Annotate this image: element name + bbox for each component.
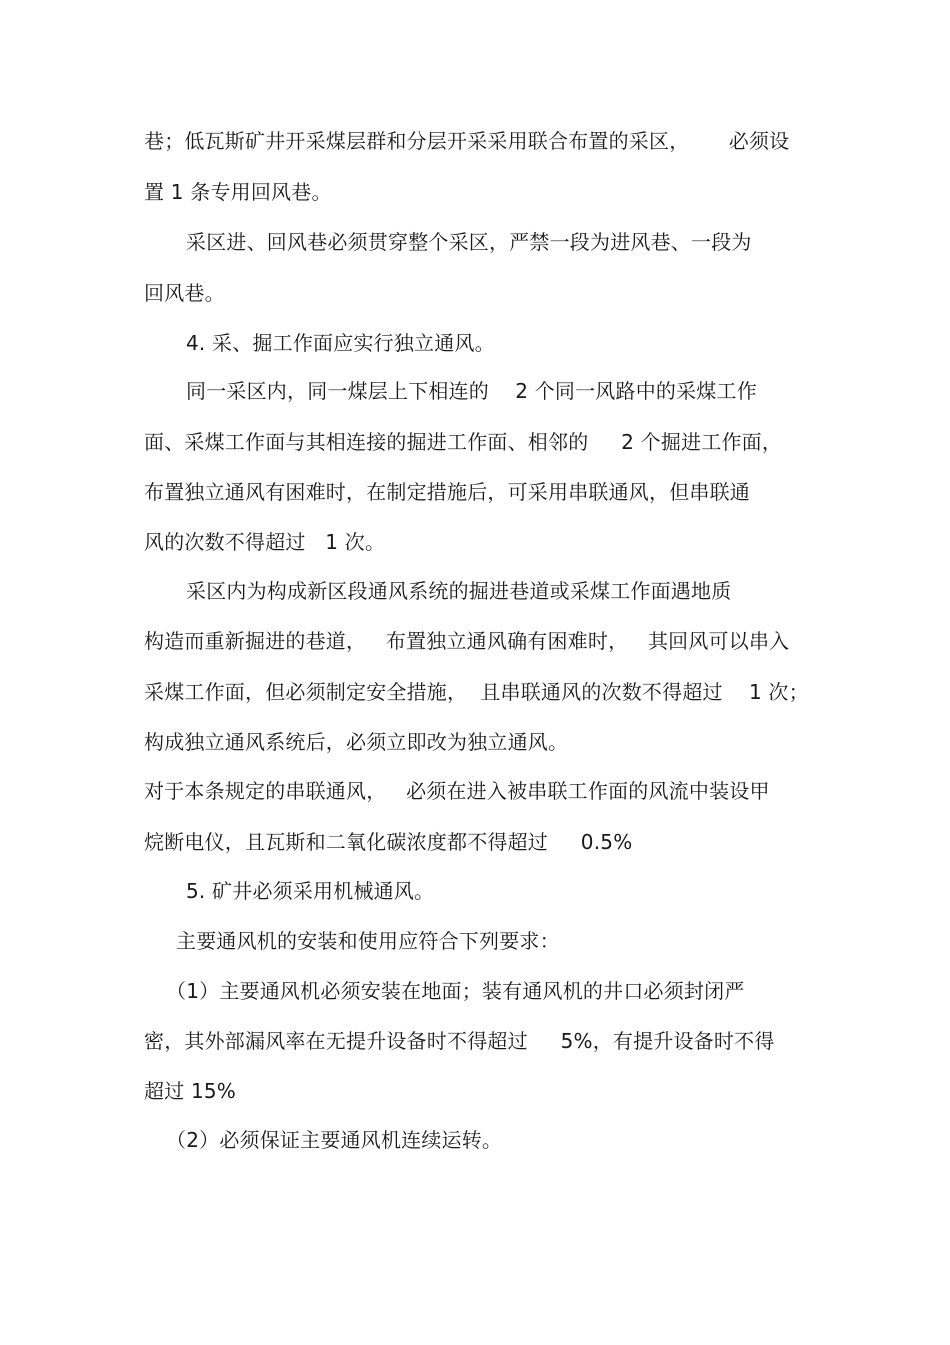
section-heading: 5. 矿井必须采用机械通风。 xyxy=(186,879,435,903)
text-line: 采煤工作面，但必须制定安全措施， 且串联通风的次数不得超过 1 次； xyxy=(144,680,809,704)
text-line: 巷；低瓦斯矿井开采煤层群和分层开采采用联合布置的采区， 必须设 xyxy=(144,129,790,153)
text-line: 风的次数不得超过 1 次。 xyxy=(144,530,386,554)
text-line: 构成独立通风系统后，必须立即改为独立通风。 xyxy=(144,730,569,754)
text-line: 同一采区内，同一煤层上下相连的 2 个同一风路中的采煤工作 xyxy=(186,379,757,403)
list-item: （1）主要通风机必须安装在地面；装有通风机的井口必须封闭严 xyxy=(166,979,745,1003)
section-heading: 4. 采、掘工作面应实行独立通风。 xyxy=(186,331,495,355)
text-line: 回风巷。 xyxy=(144,281,225,305)
text-line: 密，其外部漏风率在无提升设备时不得超过 5%，有提升设备时不得 xyxy=(144,1029,775,1053)
text-line: 采区进、回风巷必须贯穿整个采区，严禁一段为进风巷、一段为 xyxy=(186,230,752,254)
text-line: 面、采煤工作面与其相连接的掘进工作面、相邻的 2 个掘进工作面， xyxy=(144,430,783,454)
text-line: 采区内为构成新区段通风系统的掘进巷道或采煤工作面遇地质 xyxy=(186,579,732,603)
list-item: （2）必须保证主要通风机连续运转。 xyxy=(166,1128,503,1152)
text-line: 烷断电仪，且瓦斯和二氧化碳浓度都不得超过 0.5% xyxy=(144,830,633,854)
text-line: 置 1 条专用回风巷。 xyxy=(144,180,332,204)
text-line: 主要通风机的安装和使用应符合下列要求： xyxy=(176,929,560,953)
text-line: 布置独立通风有困难时，在制定措施后，可采用串联通风，但串联通 xyxy=(144,480,750,504)
text-line: 构造而重新掘进的巷道， 布置独立通风确有困难时， 其回风可以串入 xyxy=(144,629,790,653)
text-line: 超过 15% xyxy=(144,1079,237,1103)
text-line: 对于本条规定的串联通风， 必须在进入被串联工作面的风流中装设甲 xyxy=(144,779,770,803)
